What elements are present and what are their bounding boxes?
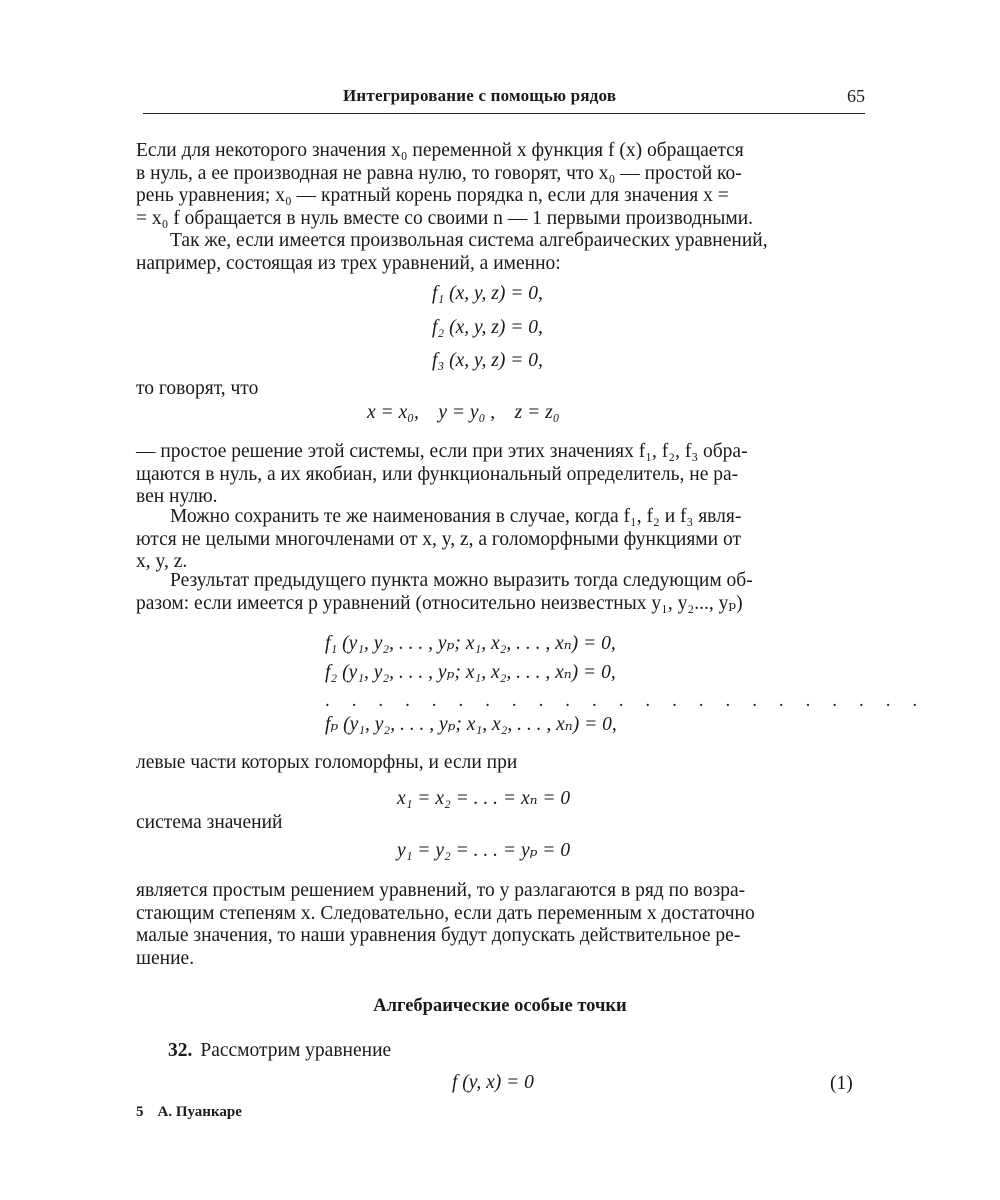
paragraph-system [136, 230, 865, 275]
item-number: 32. [168, 1040, 193, 1061]
section-title: Алгебраические особые точки [373, 996, 627, 1016]
running-header [143, 86, 865, 110]
text-line: Так же, если имеется произвольная система алгебраических уравнений, [170, 230, 768, 251]
equation-p2: f₂ (y₁, y₂, . . . , yₚ; x₁, x₂, . . . , xₙ) = 0, [325, 662, 616, 683]
text-line: например, состоящая из трех уравнений, а именно: [136, 252, 561, 274]
paragraph-final [136, 880, 865, 970]
text-line: стающим степеням x. Следовательно, если дать переменным x достаточно [136, 902, 755, 924]
equation-p1: f₁ (y₁, y₂, . . . , yₚ; x₁, x₂, . . . , xₙ) = 0, [325, 633, 616, 654]
text-line: ются не целыми многочленами от x, y, z, а голоморфными функциями от [136, 528, 741, 550]
equation-number: (1) [830, 1073, 853, 1094]
text-line: — простое решение этой системы, если при этих значениях f₁, f₂, f₃ обра- [136, 441, 748, 462]
footer-signature [136, 1104, 242, 1121]
text-line: вен нулю. [136, 486, 218, 507]
text-line: шение. [136, 947, 195, 969]
running-title: Интегрирование с помощью рядов [343, 86, 617, 105]
text-line: рень уравнения; x₀ — кратный корень порядка n, если для значения x = [136, 185, 729, 206]
item-text: Рассмотрим уравнение [200, 1040, 392, 1061]
equation-f1: f₁ (x, y, z) = 0, [432, 283, 543, 304]
y-equation: y₁ = y₂ = . . . = yₚ = 0 [397, 840, 571, 861]
final-equation: f (y, x) = 0 [452, 1072, 534, 1093]
text-line: является простым решением уравнений, то y разлагаются в ряд по возра- [136, 880, 746, 901]
header-rule [143, 113, 865, 114]
ellipsis-row: . . . . . . . . . . . . . . . . . . . . . . . [325, 690, 926, 711]
page-number: 65 [847, 86, 865, 106]
x-equation: x₁ = x₂ = . . . = xₙ = 0 [397, 788, 571, 809]
then-say-text: то говорят, что [136, 378, 259, 399]
text-line: Результат предыдущего пункта можно выразить тогда следующим об- [170, 570, 753, 591]
text-line: Можно сохранить те же наименования в случае, когда f₁, f₂ и f₃ явля- [170, 506, 742, 527]
equation-f2: f₂ (x, y, z) = 0, [432, 317, 543, 338]
paragraph-simple-solution [136, 441, 865, 509]
signature-number: 5 [136, 1104, 144, 1120]
text-line: x, y, z. [136, 551, 188, 572]
text-line: разом: если имеется p уравнений (относительно неизвестных y₁, y₂..., yₚ) [136, 592, 743, 614]
text-line: = x₀ f обращается в нуль вместе со своими n — 1 первыми производными. [136, 207, 754, 229]
solution-equation: x = x₀, y = y₀ , z = z₀ [367, 402, 560, 423]
value-system-text: система значений [136, 812, 283, 833]
paragraph-result [136, 570, 865, 615]
text-line: в нуль, а ее производная не равна нулю, то говорят, что x₀ — простой ко- [136, 162, 742, 184]
signature-author: А. Пуанкаре [157, 1104, 242, 1120]
paragraph-simple-root [136, 140, 865, 230]
paragraph-holomorphic [136, 506, 865, 574]
text-line: щаются в нуль, а их якобиан, или функциональный определитель, не ра- [136, 463, 739, 485]
text-line: Если для некоторого значения x₀ переменной x функция f (x) обращается [136, 140, 744, 161]
item-32 [168, 1040, 391, 1062]
equation-f3: f₃ (x, y, z) = 0, [432, 350, 543, 371]
text-line: малые значения, то наши уравнения будут допускать действительное ре- [136, 925, 741, 946]
equation-pp: fₚ (y₁, y₂, . . . , yₚ; x₁, x₂, . . . , xₙ) = 0, [325, 714, 617, 735]
left-parts-text: левые части которых голоморфны, и если при [136, 752, 518, 773]
